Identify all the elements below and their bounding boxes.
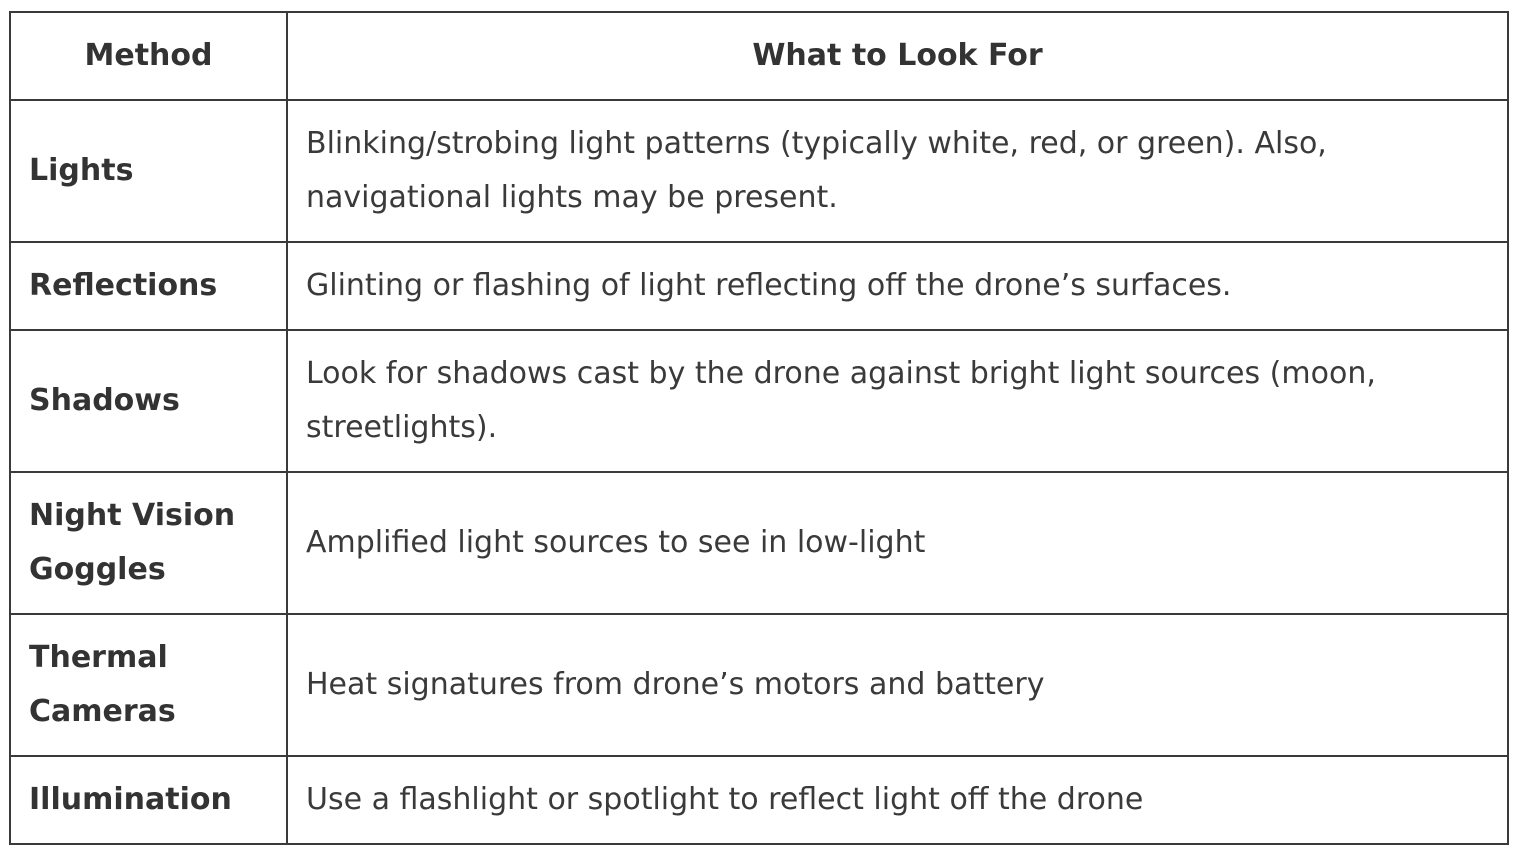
- drone-detection-methods-table: [9, 11, 1509, 845]
- method-cell: Reflections: [10, 242, 287, 330]
- method-cell: Illumination: [10, 756, 287, 844]
- table-row: [10, 242, 1508, 330]
- description-cell: Blinking/strobing light patterns (typically white, red, or green). Also, navigational lights may be present.: [287, 100, 1508, 242]
- description-cell: Glinting or flashing of light reflecting off the drone’s surfaces.: [287, 242, 1508, 330]
- description-cell: Use a flashlight or spotlight to reflect light off the drone: [287, 756, 1508, 844]
- description-cell: Look for shadows cast by the drone against bright light sources (moon, streetlights).: [287, 330, 1508, 472]
- header-what-to-look-for: What to Look For: [287, 12, 1508, 100]
- method-cell: Lights: [10, 100, 287, 242]
- table-row: [10, 100, 1508, 242]
- table-row: [10, 472, 1508, 614]
- description-cell: Heat signatures from drone’s motors and battery: [287, 614, 1508, 756]
- header-method: Method: [10, 12, 287, 100]
- table-row: [10, 330, 1508, 472]
- table-header-row: [10, 12, 1508, 100]
- description-cell: Amplified light sources to see in low-light: [287, 472, 1508, 614]
- table-row: [10, 756, 1508, 844]
- method-cell: Shadows: [10, 330, 287, 472]
- method-cell: Night Vision Goggles: [10, 472, 287, 614]
- method-cell: Thermal Cameras: [10, 614, 287, 756]
- table-row: [10, 614, 1508, 756]
